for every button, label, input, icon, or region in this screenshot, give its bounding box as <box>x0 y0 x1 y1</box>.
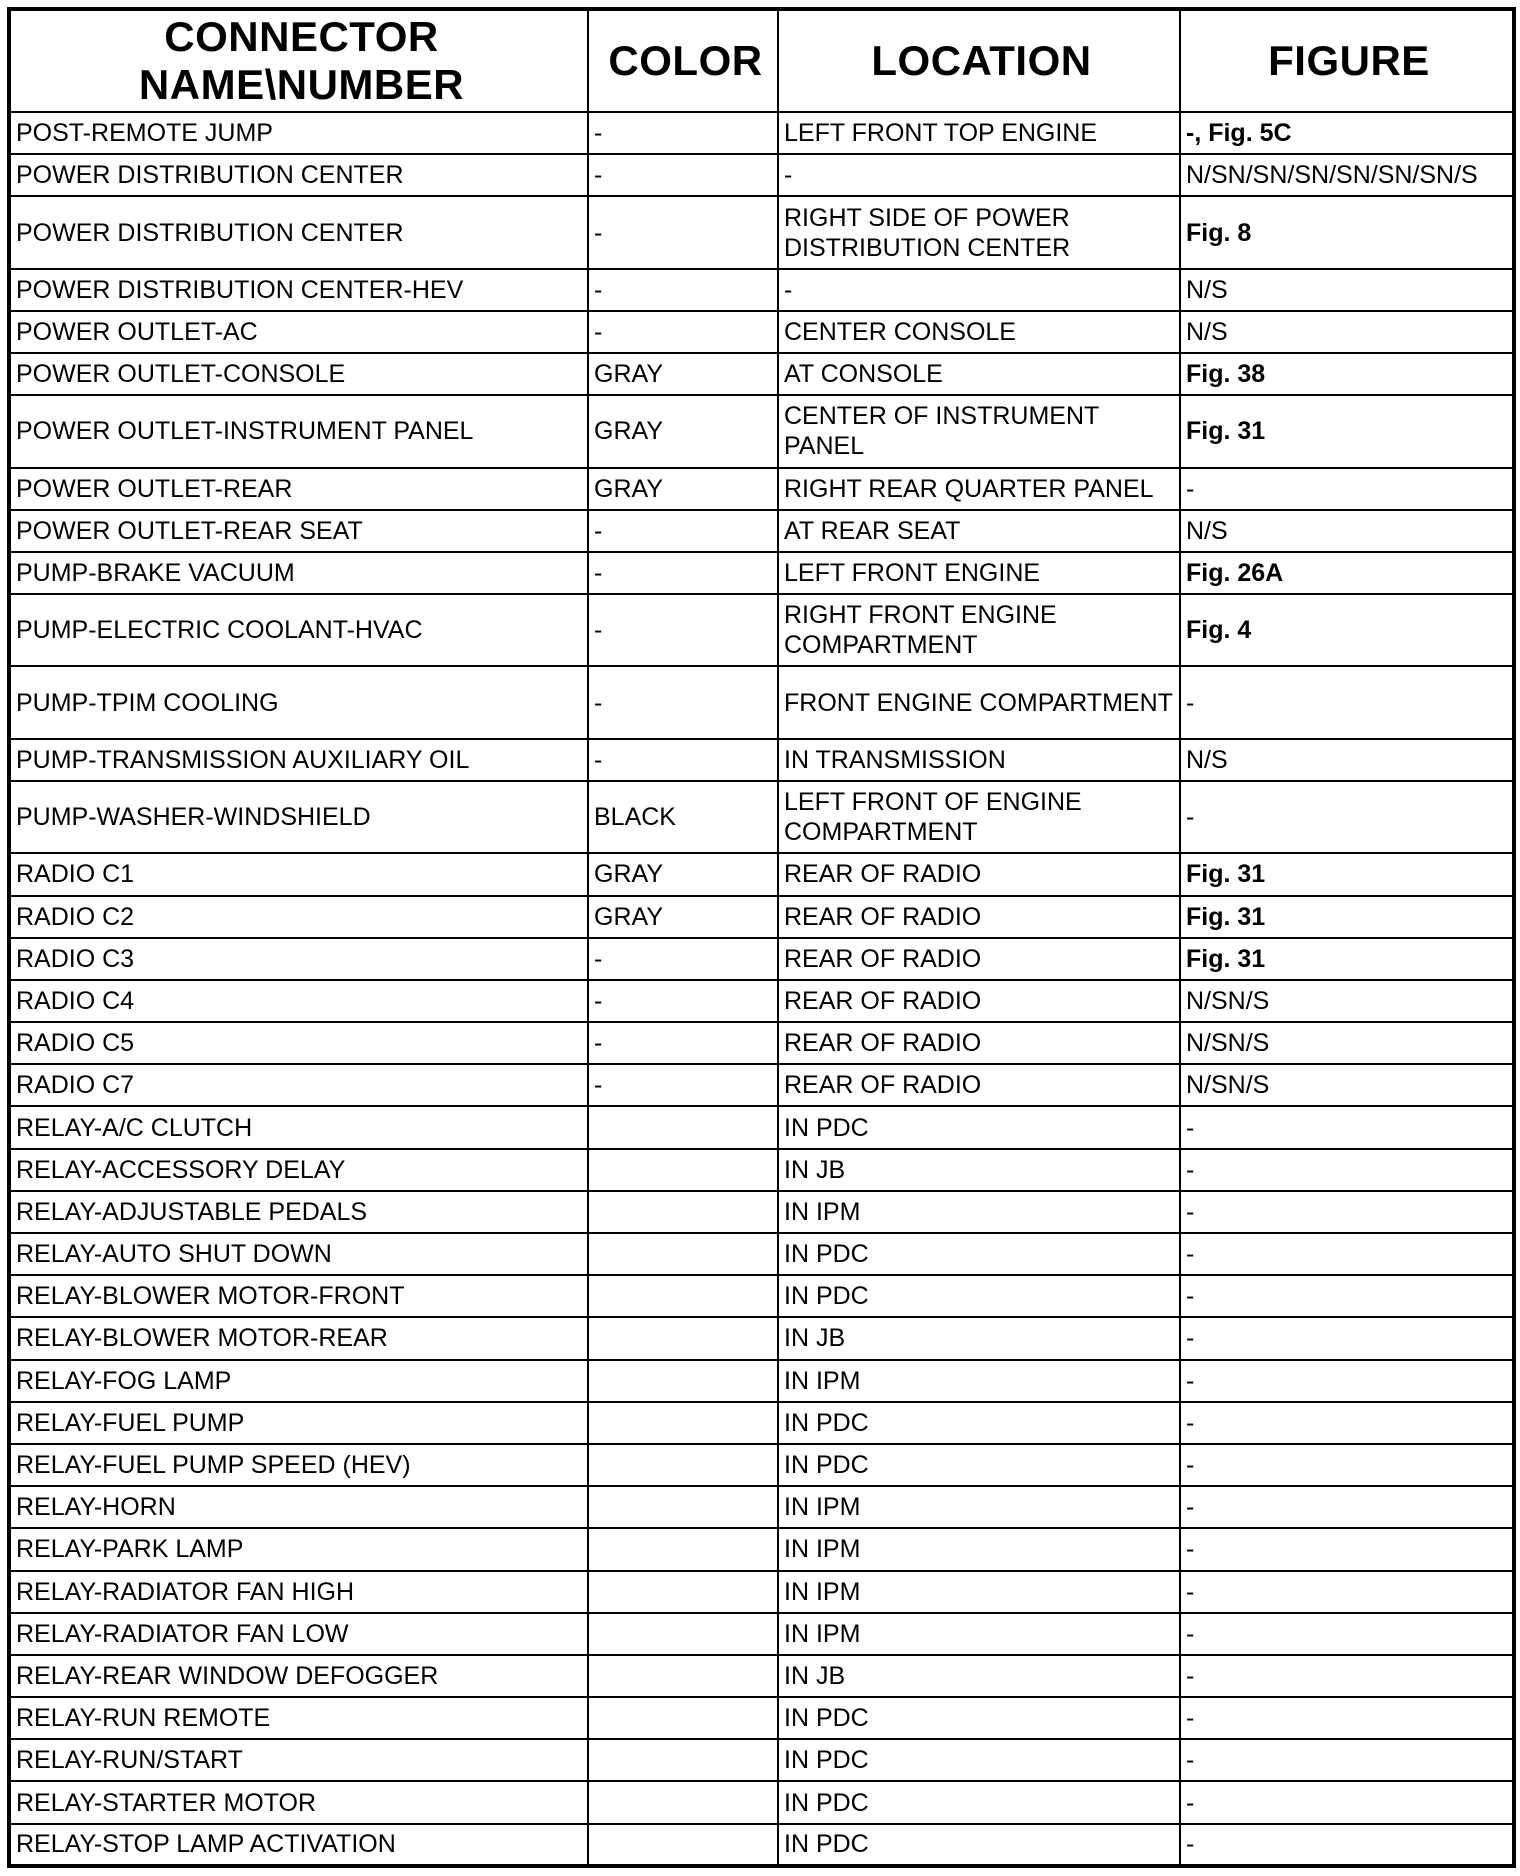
color-cell <box>588 1486 778 1528</box>
location-cell: IN IPM <box>778 1571 1180 1613</box>
connector-name-cell: RELAY-A/C CLUTCH <box>9 1106 588 1148</box>
location-cell: IN PDC <box>778 1781 1180 1823</box>
figure-cell: - <box>1180 1402 1514 1444</box>
figure-cell: N/S <box>1180 311 1514 353</box>
location-cell: REAR OF RADIO <box>778 1022 1180 1064</box>
location-cell: LEFT FRONT TOP ENGINE <box>778 112 1180 154</box>
connector-name-cell: POWER DISTRIBUTION CENTER <box>9 154 588 196</box>
color-cell <box>588 1571 778 1613</box>
connector-name-cell: POWER OUTLET-INSTRUMENT PANEL <box>9 395 588 467</box>
figure-cell: - <box>1180 1233 1514 1275</box>
figure-cell: N/SN/S <box>1180 980 1514 1022</box>
connector-table <box>7 7 1516 1868</box>
location-cell: IN JB <box>778 1655 1180 1697</box>
color-cell: - <box>588 938 778 980</box>
connector-name-cell: PUMP-BRAKE VACUUM <box>9 552 588 594</box>
connector-name-cell: PUMP-WASHER-WINDSHIELD <box>9 781 588 853</box>
color-cell: - <box>588 980 778 1022</box>
table-row <box>9 980 1514 1022</box>
table-row <box>9 269 1514 311</box>
table-row <box>9 1613 1514 1655</box>
color-cell: - <box>588 154 778 196</box>
location-cell: IN TRANSMISSION <box>778 739 1180 781</box>
table-row <box>9 1655 1514 1697</box>
location-cell: REAR OF RADIO <box>778 896 1180 938</box>
table-row <box>9 1824 1514 1866</box>
color-cell <box>588 1106 778 1148</box>
figure-cell: N/S <box>1180 739 1514 781</box>
table-row <box>9 1528 1514 1570</box>
location-cell: IN IPM <box>778 1360 1180 1402</box>
color-cell: BLACK <box>588 781 778 853</box>
location-cell: AT REAR SEAT <box>778 510 1180 552</box>
location-cell: RIGHT SIDE OF POWER DISTRIBUTION CENTER <box>778 196 1180 268</box>
figure-cell: - <box>1180 1571 1514 1613</box>
color-cell <box>588 1613 778 1655</box>
connector-name-cell: RADIO C1 <box>9 853 588 895</box>
table-row <box>9 468 1514 510</box>
location-cell: IN PDC <box>778 1824 1180 1866</box>
color-cell <box>588 1317 778 1359</box>
location-cell: IN PDC <box>778 1275 1180 1317</box>
connector-name-cell: POWER OUTLET-REAR <box>9 468 588 510</box>
location-cell: IN PDC <box>778 1106 1180 1148</box>
header-location: LOCATION <box>778 9 1180 112</box>
location-cell: IN JB <box>778 1317 1180 1359</box>
color-cell <box>588 1739 778 1781</box>
table-body <box>9 112 1514 1866</box>
color-cell: - <box>588 1022 778 1064</box>
figure-cell: N/S <box>1180 269 1514 311</box>
figure-cell: - <box>1180 1655 1514 1697</box>
location-cell: IN IPM <box>778 1486 1180 1528</box>
connector-name-cell: RELAY-RADIATOR FAN HIGH <box>9 1571 588 1613</box>
figure-cell: - <box>1180 1149 1514 1191</box>
connector-name-cell: RADIO C3 <box>9 938 588 980</box>
color-cell: - <box>588 552 778 594</box>
header-row <box>9 9 1514 112</box>
table-row <box>9 1022 1514 1064</box>
location-cell: IN PDC <box>778 1233 1180 1275</box>
table-row <box>9 1697 1514 1739</box>
location-cell: FRONT ENGINE COMPARTMENT <box>778 666 1180 738</box>
color-cell: - <box>588 196 778 268</box>
connector-name-cell: RADIO C7 <box>9 1064 588 1106</box>
color-cell <box>588 1655 778 1697</box>
color-cell <box>588 1360 778 1402</box>
location-cell: - <box>778 154 1180 196</box>
color-cell <box>588 1191 778 1233</box>
location-cell: IN PDC <box>778 1739 1180 1781</box>
connector-name-cell: PUMP-ELECTRIC COOLANT-HVAC <box>9 594 588 666</box>
figure-cell: -, Fig. 5C <box>1180 112 1514 154</box>
figure-cell: Fig. 31 <box>1180 853 1514 895</box>
connector-name-cell: RELAY-FUEL PUMP SPEED (HEV) <box>9 1444 588 1486</box>
header-connector-name: CONNECTOR NAME\NUMBER <box>9 9 588 112</box>
table-row <box>9 1233 1514 1275</box>
color-cell: - <box>588 594 778 666</box>
connector-name-cell: POWER OUTLET-CONSOLE <box>9 353 588 395</box>
table-row <box>9 154 1514 196</box>
table-row <box>9 353 1514 395</box>
location-cell: IN IPM <box>778 1528 1180 1570</box>
figure-cell: - <box>1180 1739 1514 1781</box>
table-row <box>9 552 1514 594</box>
table-row <box>9 1360 1514 1402</box>
color-cell: - <box>588 269 778 311</box>
color-cell <box>588 1402 778 1444</box>
table-row <box>9 666 1514 738</box>
table-row <box>9 196 1514 268</box>
figure-cell: - <box>1180 1613 1514 1655</box>
table-row <box>9 1402 1514 1444</box>
connector-name-cell: RELAY-STARTER MOTOR <box>9 1781 588 1823</box>
table-row <box>9 594 1514 666</box>
connector-name-cell: RELAY-FUEL PUMP <box>9 1402 588 1444</box>
table-row <box>9 311 1514 353</box>
connector-name-cell: RELAY-ADJUSTABLE PEDALS <box>9 1191 588 1233</box>
table-row <box>9 1571 1514 1613</box>
table-row <box>9 1064 1514 1106</box>
table-row <box>9 896 1514 938</box>
figure-cell: - <box>1180 1528 1514 1570</box>
color-cell: - <box>588 1064 778 1106</box>
location-cell: REAR OF RADIO <box>778 853 1180 895</box>
figure-cell: - <box>1180 468 1514 510</box>
table-row <box>9 1739 1514 1781</box>
figure-cell: - <box>1180 666 1514 738</box>
connector-name-cell: RELAY-PARK LAMP <box>9 1528 588 1570</box>
table-row <box>9 395 1514 467</box>
color-cell: GRAY <box>588 468 778 510</box>
color-cell: GRAY <box>588 395 778 467</box>
color-cell <box>588 1528 778 1570</box>
figure-cell: - <box>1180 1360 1514 1402</box>
connector-name-cell: RADIO C5 <box>9 1022 588 1064</box>
figure-cell: N/S <box>1180 510 1514 552</box>
location-cell: IN PDC <box>778 1444 1180 1486</box>
connector-name-cell: POWER OUTLET-REAR SEAT <box>9 510 588 552</box>
color-cell <box>588 1697 778 1739</box>
connector-name-cell: RELAY-ACCESSORY DELAY <box>9 1149 588 1191</box>
color-cell: GRAY <box>588 853 778 895</box>
figure-cell: N/SN/SN/SN/SN/SN/SN/S <box>1180 154 1514 196</box>
connector-name-cell: RELAY-STOP LAMP ACTIVATION <box>9 1824 588 1866</box>
color-cell: - <box>588 739 778 781</box>
table-row <box>9 781 1514 853</box>
figure-cell: - <box>1180 1486 1514 1528</box>
color-cell: - <box>588 510 778 552</box>
color-cell <box>588 1275 778 1317</box>
table-row <box>9 1317 1514 1359</box>
color-cell <box>588 1781 778 1823</box>
connector-name-cell: RELAY-HORN <box>9 1486 588 1528</box>
location-cell: CENTER OF INSTRUMENT PANEL <box>778 395 1180 467</box>
table-row <box>9 112 1514 154</box>
location-cell: LEFT FRONT OF ENGINE COMPARTMENT <box>778 781 1180 853</box>
figure-cell: Fig. 31 <box>1180 938 1514 980</box>
location-cell: IN PDC <box>778 1697 1180 1739</box>
connector-name-cell: RELAY-RADIATOR FAN LOW <box>9 1613 588 1655</box>
connector-name-cell: RADIO C4 <box>9 980 588 1022</box>
figure-cell: Fig. 38 <box>1180 353 1514 395</box>
figure-cell: Fig. 4 <box>1180 594 1514 666</box>
location-cell: IN IPM <box>778 1613 1180 1655</box>
color-cell <box>588 1233 778 1275</box>
figure-cell: - <box>1180 1444 1514 1486</box>
table-row <box>9 1191 1514 1233</box>
color-cell <box>588 1444 778 1486</box>
color-cell: GRAY <box>588 353 778 395</box>
figure-cell: - <box>1180 1191 1514 1233</box>
table-row <box>9 1149 1514 1191</box>
figure-cell: - <box>1180 1106 1514 1148</box>
connector-name-cell: POWER DISTRIBUTION CENTER-HEV <box>9 269 588 311</box>
location-cell: RIGHT REAR QUARTER PANEL <box>778 468 1180 510</box>
connector-name-cell: RELAY-REAR WINDOW DEFOGGER <box>9 1655 588 1697</box>
location-cell: CENTER CONSOLE <box>778 311 1180 353</box>
figure-cell: - <box>1180 1317 1514 1359</box>
connector-name-cell: RELAY-FOG LAMP <box>9 1360 588 1402</box>
location-cell: - <box>778 269 1180 311</box>
table-row <box>9 1444 1514 1486</box>
connector-name-cell: POST-REMOTE JUMP <box>9 112 588 154</box>
connector-name-cell: RELAY-RUN REMOTE <box>9 1697 588 1739</box>
figure-cell: - <box>1180 781 1514 853</box>
location-cell: REAR OF RADIO <box>778 938 1180 980</box>
figure-cell: N/SN/S <box>1180 1022 1514 1064</box>
location-cell: REAR OF RADIO <box>778 980 1180 1022</box>
header-figure: FIGURE <box>1180 9 1514 112</box>
connector-name-cell: POWER DISTRIBUTION CENTER <box>9 196 588 268</box>
connector-name-cell: RADIO C2 <box>9 896 588 938</box>
connector-name-cell: RELAY-BLOWER MOTOR-FRONT <box>9 1275 588 1317</box>
figure-cell: - <box>1180 1275 1514 1317</box>
header-color: COLOR <box>588 9 778 112</box>
location-cell: REAR OF RADIO <box>778 1064 1180 1106</box>
table-row <box>9 1275 1514 1317</box>
connector-name-cell: PUMP-TRANSMISSION AUXILIARY OIL <box>9 739 588 781</box>
connector-name-cell: RELAY-BLOWER MOTOR-REAR <box>9 1317 588 1359</box>
location-cell: IN PDC <box>778 1402 1180 1444</box>
figure-cell: N/SN/S <box>1180 1064 1514 1106</box>
table-row <box>9 853 1514 895</box>
table-row <box>9 1486 1514 1528</box>
figure-cell: Fig. 31 <box>1180 395 1514 467</box>
connector-name-cell: RELAY-RUN/START <box>9 1739 588 1781</box>
location-cell: RIGHT FRONT ENGINE COMPARTMENT <box>778 594 1180 666</box>
location-cell: LEFT FRONT ENGINE <box>778 552 1180 594</box>
figure-cell: Fig. 26A <box>1180 552 1514 594</box>
figure-cell: - <box>1180 1824 1514 1866</box>
figure-cell: Fig. 8 <box>1180 196 1514 268</box>
color-cell: - <box>588 311 778 353</box>
location-cell: AT CONSOLE <box>778 353 1180 395</box>
figure-cell: - <box>1180 1781 1514 1823</box>
color-cell: - <box>588 666 778 738</box>
color-cell <box>588 1824 778 1866</box>
color-cell: GRAY <box>588 896 778 938</box>
table-row <box>9 938 1514 980</box>
color-cell <box>588 1149 778 1191</box>
connector-name-cell: PUMP-TPIM COOLING <box>9 666 588 738</box>
connector-name-cell: POWER OUTLET-AC <box>9 311 588 353</box>
location-cell: IN IPM <box>778 1191 1180 1233</box>
table-row <box>9 1106 1514 1148</box>
location-cell: IN JB <box>778 1149 1180 1191</box>
table-row <box>9 510 1514 552</box>
color-cell: - <box>588 112 778 154</box>
figure-cell: - <box>1180 1697 1514 1739</box>
table-row <box>9 739 1514 781</box>
connector-name-cell: RELAY-AUTO SHUT DOWN <box>9 1233 588 1275</box>
figure-cell: Fig. 31 <box>1180 896 1514 938</box>
table-row <box>9 1781 1514 1823</box>
